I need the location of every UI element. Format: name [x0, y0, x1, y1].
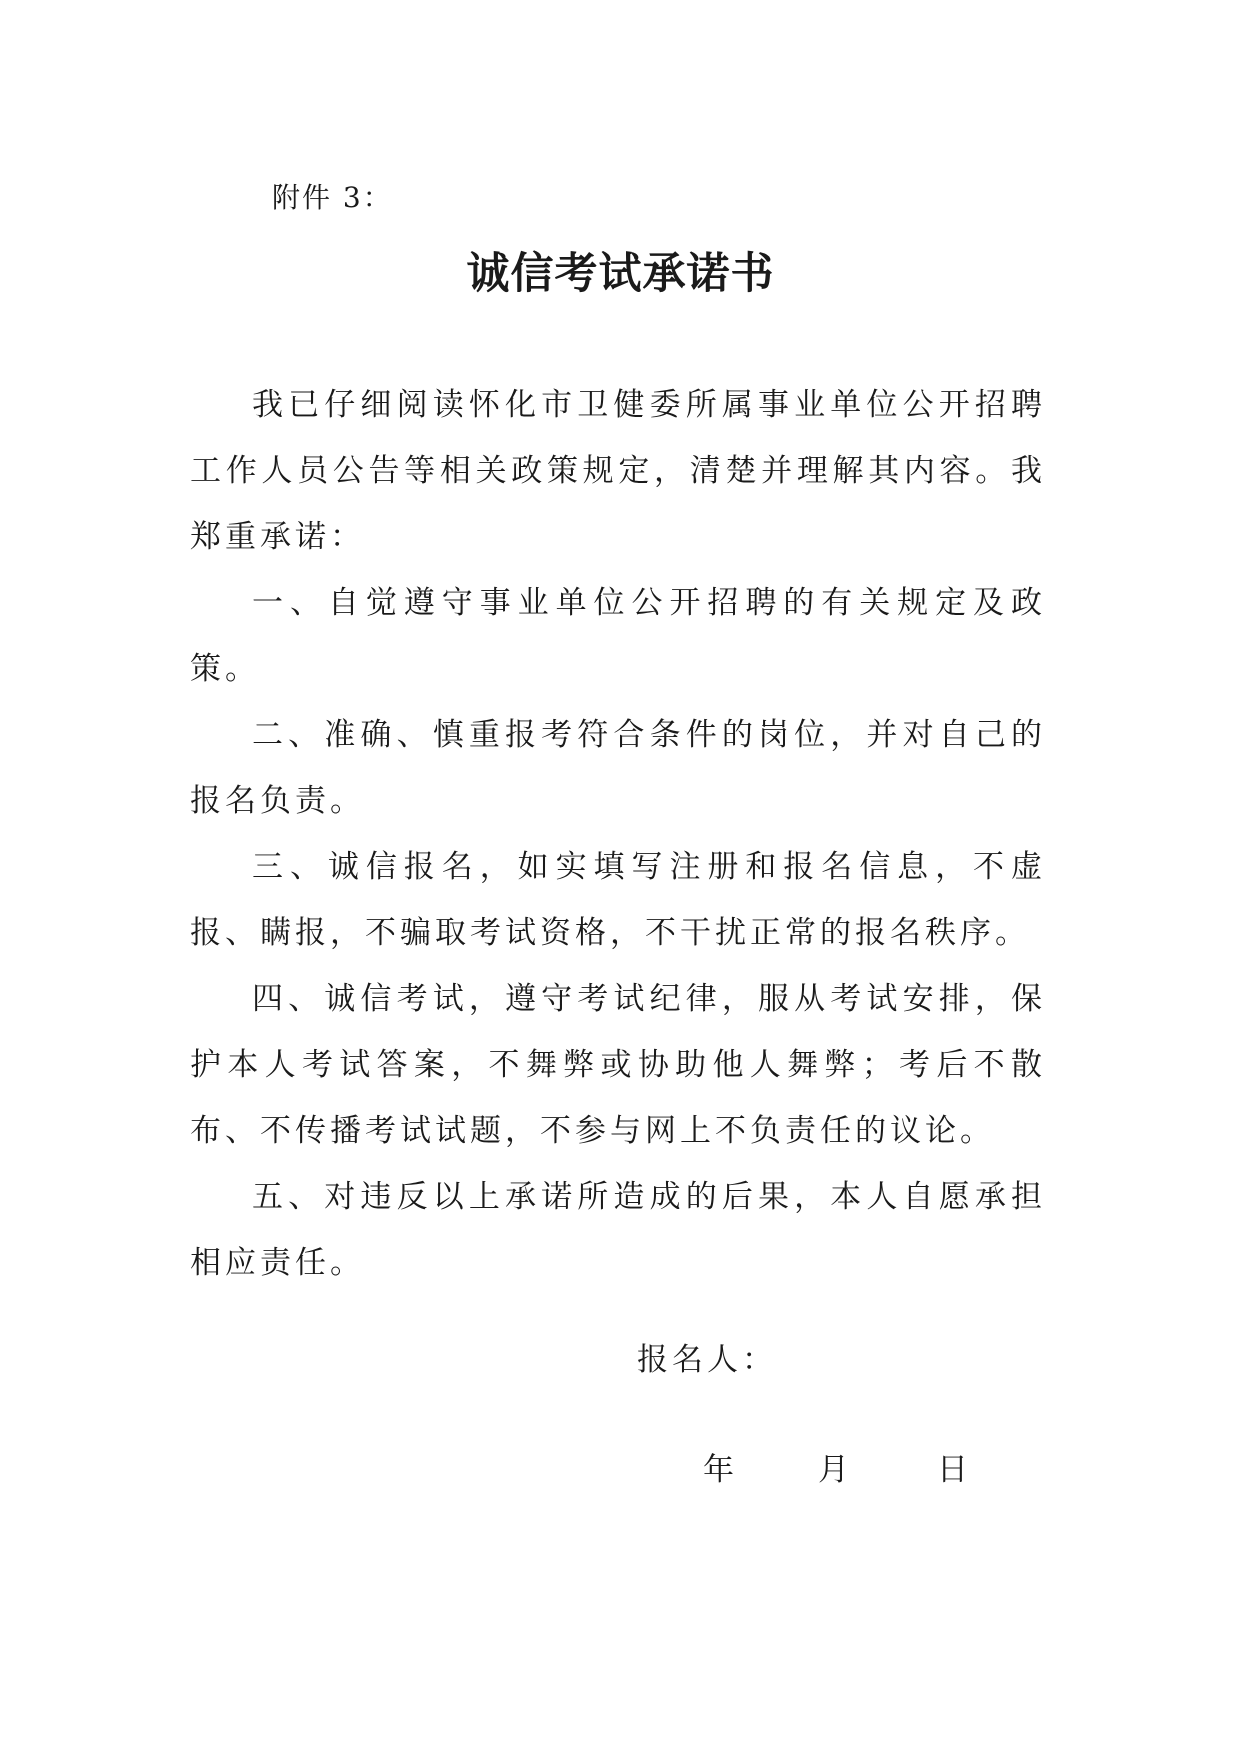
- pledge-item-2: 二、准确、慎重报考符合条件的岗位，并对自己的报名负责。: [190, 717, 1046, 819]
- pledge-item-4: 四、诚信考试，遵守考试纪律，服从考试安排，保护本人考试答案，不舞弊或协助他人舞弊；考后不散布、不传播考试试题，不参与网上不负责任的议论。: [190, 981, 1046, 1149]
- attachment-label: 附件 3：: [272, 181, 393, 214]
- document-title: 诚信考试承诺书: [466, 249, 775, 299]
- document-body: [190, 372, 1046, 1296]
- pledge-item-3: 三、诚信报名，如实填写注册和报名信息，不虚报、瞒报，不骗取考试资格，不干扰正常的报名秩序。: [190, 849, 1046, 951]
- date-month-label: 月: [818, 1452, 849, 1488]
- date-day-label: 日: [937, 1452, 968, 1488]
- pledge-item-5: 五、对违反以上承诺所造成的后果，本人自愿承担相应责任。: [190, 1179, 1046, 1281]
- signature-label: 报名人：: [637, 1342, 777, 1378]
- pledge-item-1: 一、自觉遵守事业单位公开招聘的有关规定及政策。: [190, 585, 1046, 687]
- date-year-label: 年: [703, 1452, 734, 1488]
- intro-paragraph: 我已仔细阅读怀化市卫健委所属事业单位公开招聘工作人员公告等相关政策规定，清楚并理解其内容。我郑重承诺：: [190, 387, 1046, 555]
